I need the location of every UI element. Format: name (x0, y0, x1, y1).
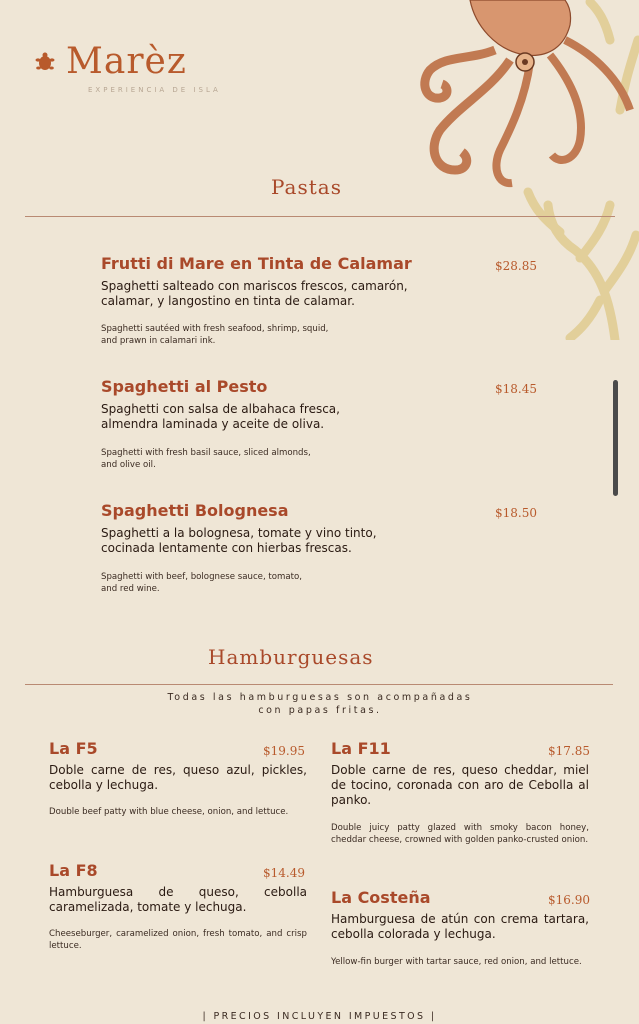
section-note: Todas las hamburguesas son acompañadas con papas fritas. (167, 692, 473, 716)
dish-price: $18.50 (495, 506, 537, 520)
scrollbar-thumb[interactable] (613, 380, 618, 496)
dish-description: Spaghetti a la bolognesa, tomate y vino tinto, cocinada lentamente con hierbas frescas. (101, 526, 377, 555)
section-title-pastas: Pastas (271, 175, 342, 199)
dish-description: Spaghetti con salsa de albahaca fresca, almendra laminada y aceite de oliva. (101, 402, 340, 431)
brand-logo (34, 41, 187, 82)
dish-price: $18.45 (495, 382, 537, 396)
dish-description-en: Spaghetti with fresh basil sauce, sliced almonds, and olive oil. (101, 448, 311, 470)
dish-price: $14.49 (263, 866, 305, 880)
footer-note: | PRECIOS INCLUYEN IMPUESTOS | (202, 1011, 437, 1022)
dish-description-en: Double beef patty with blue cheese, onion, and lettuce. (49, 807, 289, 817)
section-divider (25, 684, 613, 685)
dish-description-en: Cheeseburger, caramelized onion, fresh tomato, and crisp lettuce. (49, 929, 307, 951)
dish-name: Spaghetti Bolognesa (101, 501, 289, 520)
dish-description: Doble carne de res, queso azul, pickles, cebolla y lechuga. (49, 763, 307, 792)
dish-description: Spaghetti salteado con mariscos frescos, camarón, calamar, y langostino en tinta de calamar. (101, 279, 408, 308)
dish-description-en: Yellow-fin burger with tartar sauce, red onion, and lettuce. (331, 957, 582, 967)
dish-description: Hamburguesa de atún con crema tartara, cebolla colorada y lechuga. (331, 912, 589, 941)
dish-name: La F11 (331, 739, 391, 758)
section-divider (25, 216, 615, 217)
dish-name: La F8 (49, 861, 98, 880)
dish-price: $28.85 (495, 259, 537, 273)
dish-description-en: Double juicy patty glazed with smoky bacon honey, cheddar cheese, crowned with golden panko-crusted onion. (331, 823, 589, 845)
dish-description: Hamburguesa de queso, cebolla caramelizada, tomate y lechuga. (49, 885, 307, 914)
brand-name: Marèz (66, 41, 187, 82)
dish-price: $17.85 (548, 744, 590, 758)
octopus-illustration (400, 0, 639, 340)
brand-tagline: EXPERIENCIA DE ISLA (88, 86, 221, 94)
dish-name: La F5 (49, 739, 98, 758)
dish-name: La Costeña (331, 888, 431, 907)
section-title-hamburguesas: Hamburguesas (208, 645, 374, 669)
dish-price: $16.90 (548, 893, 590, 907)
dish-description-en: Spaghetti with beef, bolognese sauce, tomato, and red wine. (101, 572, 303, 594)
dish-name: Spaghetti al Pesto (101, 377, 268, 396)
dish-name: Frutti di Mare en Tinta de Calamar (101, 254, 412, 273)
dish-price: $19.95 (263, 744, 305, 758)
dish-description: Doble carne de res, queso cheddar, miel de tocino, coronada con aro de Cebolla al panko. (331, 763, 589, 807)
dish-description-en: Spaghetti sautéed with fresh seafood, shrimp, squid, and prawn in calamari ink. (101, 324, 329, 346)
turtle-icon (34, 51, 56, 73)
